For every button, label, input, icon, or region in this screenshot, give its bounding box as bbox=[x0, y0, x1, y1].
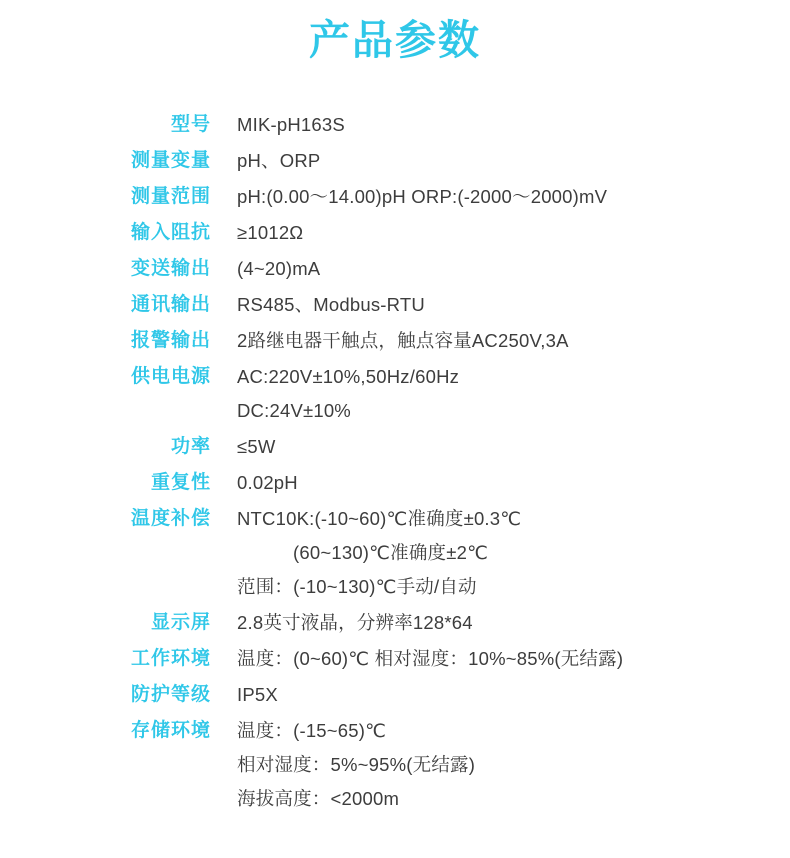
spec-value bbox=[237, 143, 790, 179]
spec-label: 重复性 bbox=[150, 472, 211, 494]
spec-value bbox=[237, 465, 790, 501]
spec-row bbox=[0, 641, 790, 677]
spec-value bbox=[237, 287, 790, 323]
spec-row bbox=[0, 107, 790, 143]
spec-label: 供电电源 bbox=[130, 366, 211, 388]
spec-value bbox=[237, 251, 790, 287]
spec-label: 通讯输出 bbox=[130, 294, 211, 316]
spec-value bbox=[237, 677, 790, 713]
spec-value-line: 温度：(0~60)℃ 相对湿度：10%~85%(无结露) bbox=[237, 648, 624, 670]
page-title: 产品参数 bbox=[309, 17, 481, 63]
spec-label: 报警输出 bbox=[130, 330, 211, 352]
spec-row bbox=[0, 287, 790, 323]
spec-row bbox=[0, 215, 790, 251]
spec-value bbox=[237, 641, 790, 677]
spec-label: 型号 bbox=[170, 114, 211, 136]
spec-row bbox=[0, 143, 790, 179]
spec-label: 温度补偿 bbox=[130, 508, 211, 530]
spec-value-line: 相对湿度：5%~95%(无结露) bbox=[237, 754, 476, 776]
spec-label: 测量范围 bbox=[130, 186, 211, 208]
spec-value bbox=[237, 179, 790, 215]
spec-label: 存储环境 bbox=[130, 720, 211, 742]
spec-value bbox=[237, 323, 790, 359]
spec-row bbox=[0, 179, 790, 215]
spec-row bbox=[0, 359, 790, 429]
spec-row bbox=[0, 323, 790, 359]
spec-value-line: 海拔高度：<2000m bbox=[237, 788, 400, 810]
spec-row bbox=[0, 677, 790, 713]
spec-value-line: DC:24V±10% bbox=[237, 400, 351, 422]
spec-table-body bbox=[0, 107, 790, 817]
spec-value bbox=[237, 215, 790, 251]
spec-value-line: ≤5W bbox=[237, 436, 276, 458]
spec-value-line: IP5X bbox=[237, 684, 278, 706]
spec-value bbox=[237, 359, 790, 429]
spec-value-line: MIK-pH163S bbox=[237, 114, 345, 136]
spec-row bbox=[0, 251, 790, 287]
spec-table bbox=[0, 107, 790, 817]
spec-value-line: 2.8英寸液晶，分辨率128*64 bbox=[237, 612, 473, 634]
spec-value-line: pH、ORP bbox=[237, 150, 321, 172]
spec-label: 变送输出 bbox=[130, 258, 211, 280]
spec-value bbox=[237, 605, 790, 641]
spec-value-line: 2路继电器干触点，触点容量AC250V,3A bbox=[237, 330, 569, 352]
spec-row bbox=[0, 429, 790, 465]
spec-row bbox=[0, 501, 790, 605]
spec-value-line: 0.02pH bbox=[237, 472, 298, 494]
spec-value-line: pH:(0.00～14.00)pH ORP:(-2000～2000)mV bbox=[237, 186, 608, 208]
spec-value-line: (60~130)℃准确度±2℃ bbox=[293, 542, 489, 564]
spec-value bbox=[237, 501, 790, 605]
spec-value-line: RS485、Modbus-RTU bbox=[237, 294, 425, 316]
spec-label: 防护等级 bbox=[130, 684, 211, 706]
spec-value-line: (4~20)mA bbox=[237, 258, 321, 280]
spec-label: 功率 bbox=[170, 436, 211, 458]
spec-value bbox=[237, 713, 790, 817]
spec-label: 测量变量 bbox=[130, 150, 211, 172]
spec-value-line: 范围：(-10~130)℃手动/自动 bbox=[237, 576, 477, 598]
spec-value bbox=[237, 429, 790, 465]
spec-value-line: 温度：(-15~65)℃ bbox=[237, 720, 387, 742]
spec-row bbox=[0, 605, 790, 641]
spec-value-line: ≥1012Ω bbox=[237, 222, 304, 244]
spec-label: 输入阻抗 bbox=[130, 222, 211, 244]
spec-value bbox=[237, 107, 790, 143]
spec-row bbox=[0, 465, 790, 501]
spec-row bbox=[0, 713, 790, 817]
spec-label: 显示屏 bbox=[150, 612, 211, 634]
spec-value-line: NTC10K:(-10~60)℃准确度±0.3℃ bbox=[237, 508, 522, 530]
spec-value-line: AC:220V±10%,50Hz/60Hz bbox=[237, 366, 460, 388]
spec-label: 工作环境 bbox=[130, 648, 211, 670]
